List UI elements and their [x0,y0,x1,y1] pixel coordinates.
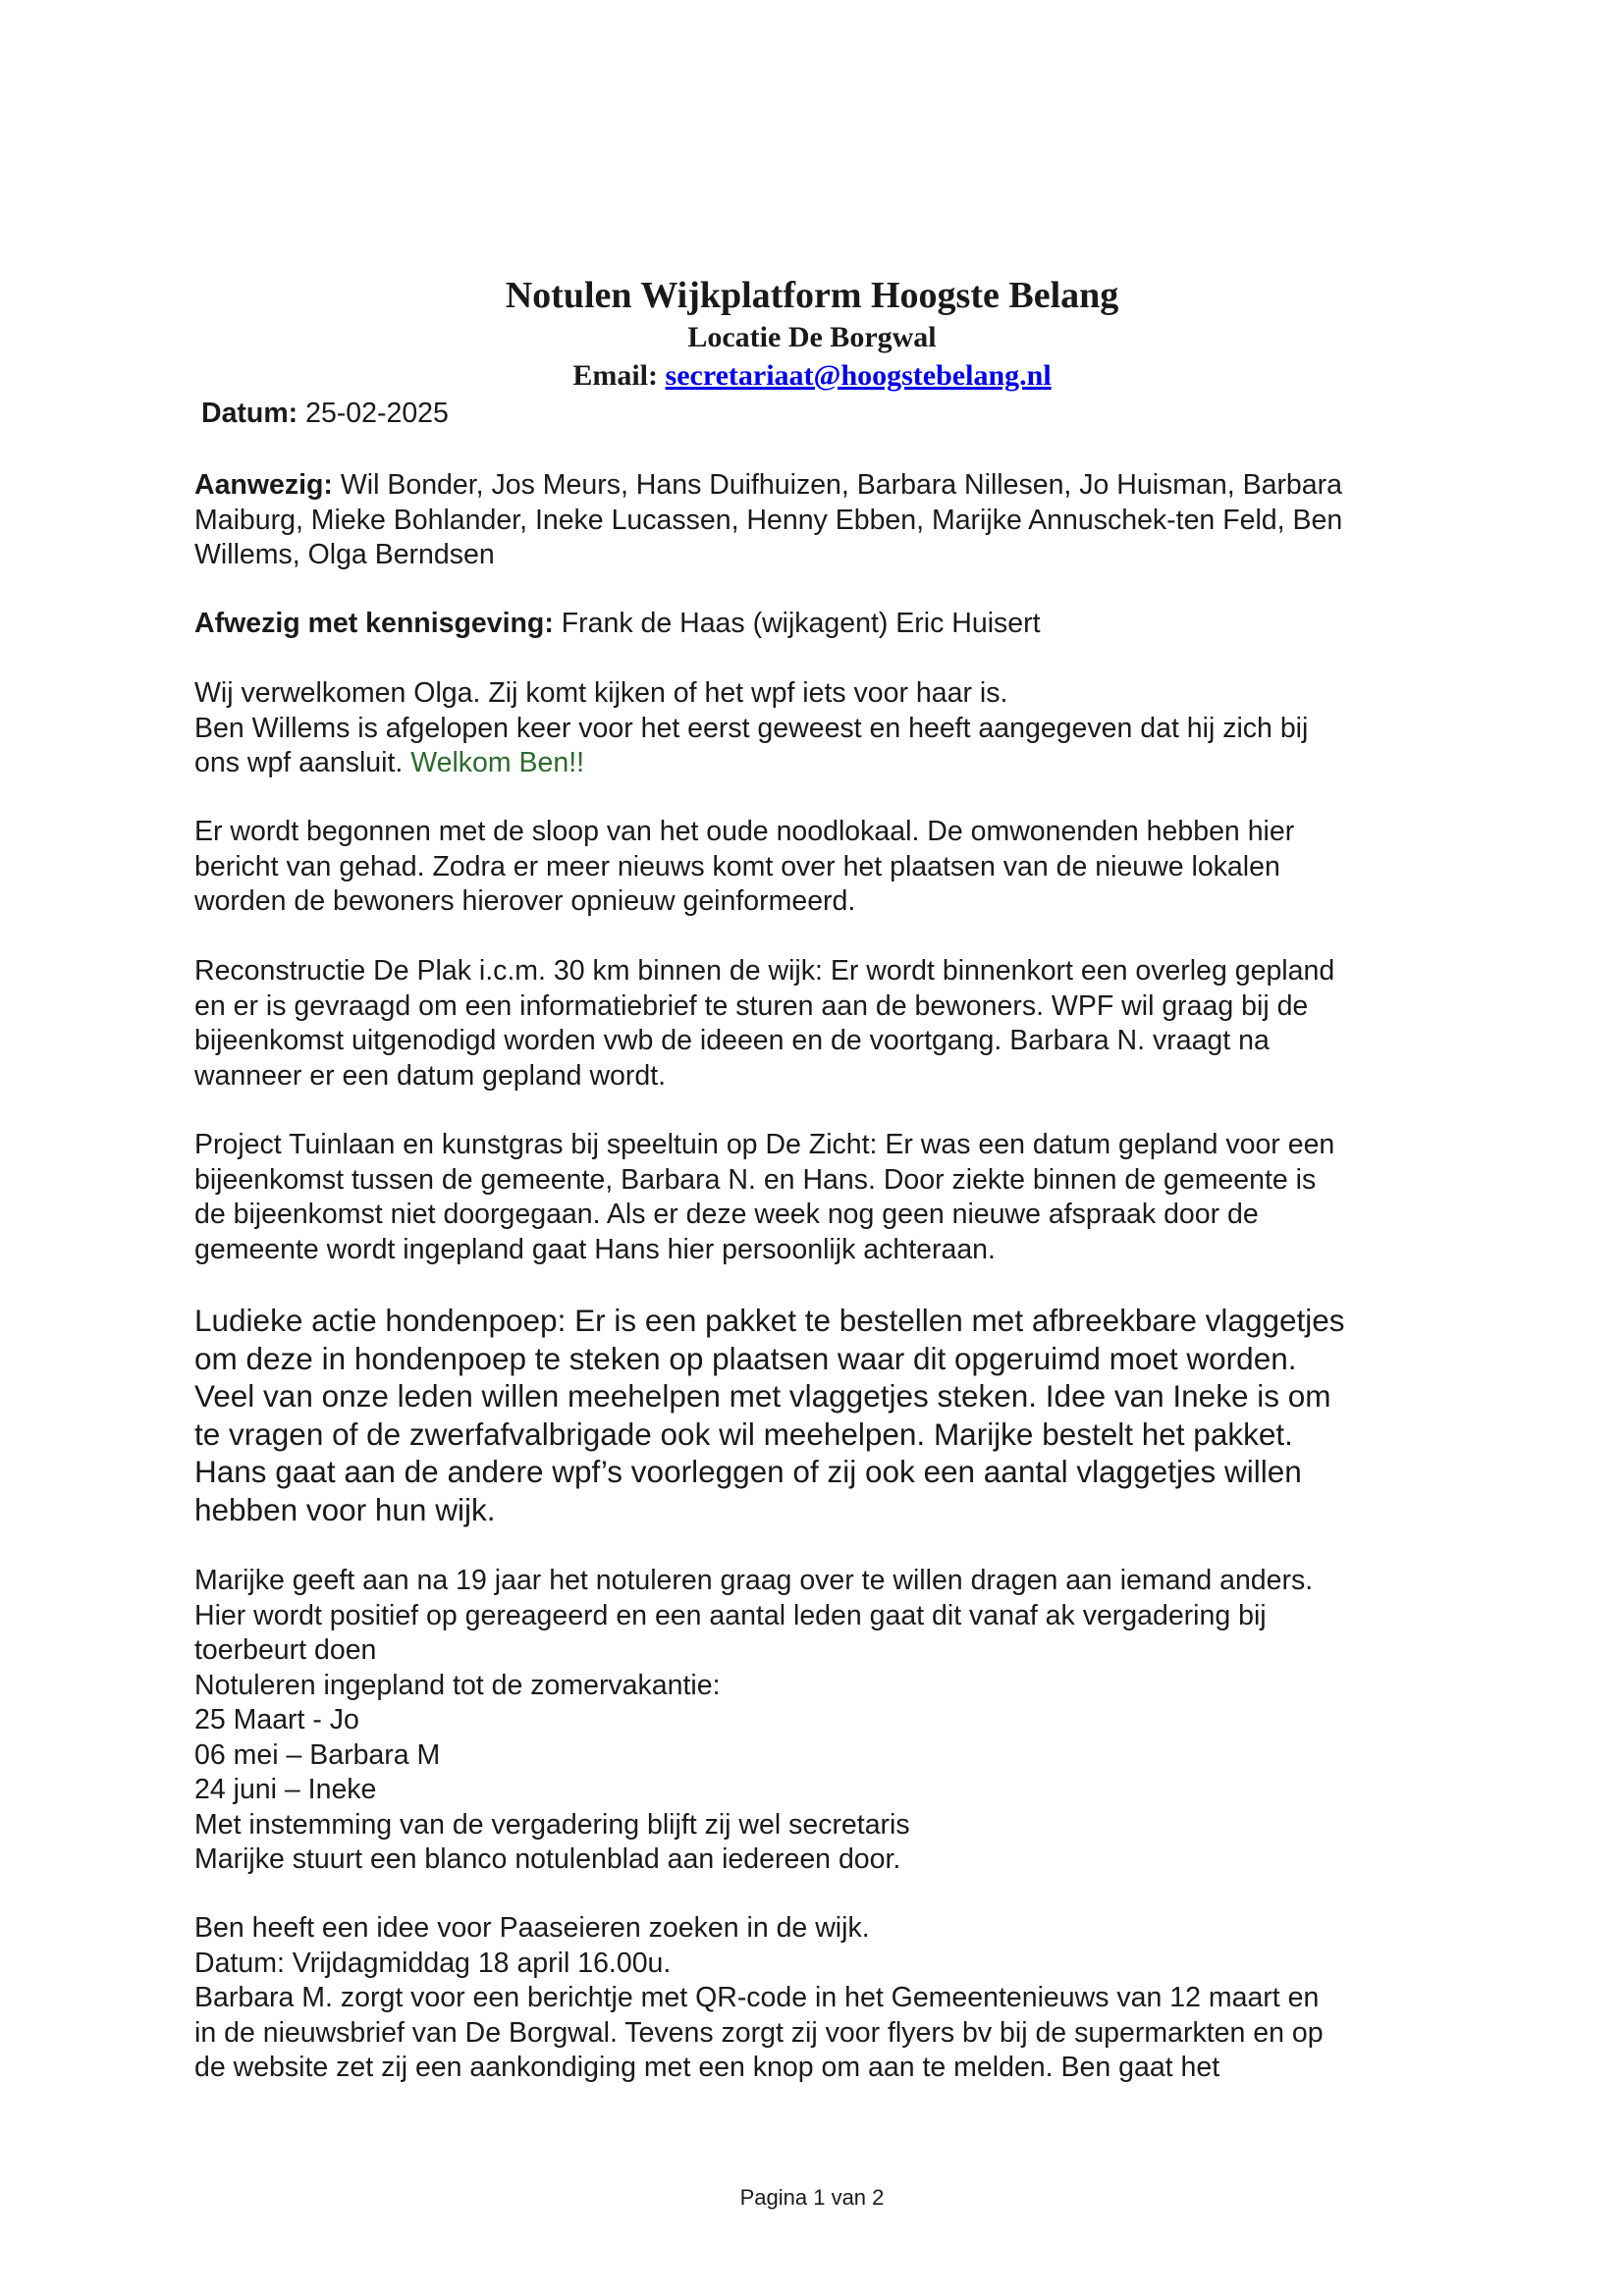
noodlokaal-line: Er wordt begonnen met de sloop van het oude noodlokaal. De omwonenden hebben hier [194,816,1295,847]
tuinlaan-line: Project Tuinlaan en kunstgras bij speeltuin op De Zicht: Er was een datum gepland voor een [194,1129,1335,1160]
pasen-line: Ben heeft een idee voor Paaseieren zoeken in de wijk. [194,1912,870,1944]
plak-line: bijeenkomst uitgenodigd worden vwb de ideeen en de voortgang. Barbara N. vraagt na [194,1025,1270,1056]
welcome-highlight: Welkom Ben!! [410,747,585,778]
tuinlaan-line: de bijeenkomst niet doorgegaan. Als er deze week nog geen nieuwe afspraak door de [194,1199,1259,1230]
welcome-section [194,676,1471,781]
email-line [0,358,1624,394]
document-title: Notulen Wijkplatform Hoogste Belang [505,275,1119,316]
page-number: Pagina 1 van 2 [739,2185,885,2210]
present-line: Willems, Olga Berndsen [194,539,495,570]
welcome-line: ons wpf aansluit. Welkom Ben!! [194,747,585,778]
pasen-line: in de nieuwsbrief van De Borgwal. Tevens zorgt zij voor flyers bv bij de supermarkten en op [194,2016,1324,2049]
tuinlaan-line: bijeenkomst tussen de gemeente, Barbara N. en Hans. Door ziekte binnen de gemeente is [194,1163,1317,1196]
notuleren-line: 06 mei – Barbara M [194,1738,441,1771]
present-line: Aanwezig: Wil Bonder, Jos Meurs, Hans Duifhuizen, Barbara Nillesen, Jo Huisman, Barbara [194,469,1342,501]
noodlokaal-section [194,815,1471,920]
email-label: Email: [572,359,659,392]
date-line [201,397,1478,432]
welcome-line: Ben Willems is afgelopen keer voor het eerst geweest en heeft aangegeven dat hij zich bij [194,712,1309,744]
plak-line: wanneer er een datum gepland wordt. [194,1059,667,1092]
notuleren-line: Met instemming van de vergadering blijft zij wel secretaris [194,1808,910,1841]
welcome-line: Wij verwelkomen Olga. Zij komt kijken of het wpf iets voor haar is. [194,677,1008,709]
notuleren-line: 24 juni – Ineke [194,1774,377,1805]
present-label: Aanwezig: [194,469,333,501]
pasen-line: Barbara M. zorgt voor een berichtje met QR-code in het Gemeentenieuws van 12 maart en [194,1982,1320,2013]
notuleren-line: toerbeurt doen [194,1634,377,1666]
tuinlaan-section [194,1128,1471,1267]
hondenpoep-line: Veel van onze leden willen meehelpen met vlaggetjes steken. Idee van Ineke is om [194,1378,1331,1414]
hondenpoep-line: Ludieke actie hondenpoep: Er is een pakket te bestellen met afbreekbare vlaggetjes [194,1303,1345,1338]
hondenpoep-line: te vragen of de zwerfafvalbrigade ook wil meehelpen. Marijke bestelt het pakket. [194,1415,1293,1452]
pasen-line: de website zet zij een aankondiging met een knop om aan te melden. Ben gaat het [194,2052,1220,2083]
notuleren-line: Marijke geeft aan na 19 jaar het notuleren graag over te willen dragen aan iemand anders. [194,1565,1314,1596]
notuleren-line: Marijke stuurt een blanco notulenblad aan iedereen door. [194,1843,901,1875]
hondenpoep-line: om deze in hondenpoep te steken op plaatsen waar dit opgeruimd moet worden. [194,1340,1297,1376]
email-link[interactable]: secretariaat@hoogstebelang.nl [665,359,1052,392]
pasen-line: Datum: Vrijdagmiddag 18 april 16.00u. [194,1947,672,1979]
plak-line: en er is gevraagd om een informatiebrief te sturen aan de bewoners. WPF wil graag bij de [194,989,1309,1022]
absent-label: Afwezig met kennisgeving: [194,608,554,639]
absent-line: Afwezig met kennisgeving: Frank de Haas (wijkagent) Eric Huisert [194,608,1041,639]
hondenpoep-line: Hans gaat aan de andere wpf’s voorleggen of zij ook een aantal vlaggetjes willen [194,1454,1302,1489]
notuleren-line: 25 Maart - Jo [194,1704,359,1735]
date-value: 25-02-2025 [305,398,449,429]
noodlokaal-line: bericht van gehad. Zodra er meer nieuws komt over het plaatsen van de nieuwe lokalen [194,850,1280,882]
notuleren-line: Notuleren ingepland tot de zomervakantie: [194,1669,721,1701]
present-line: Maiburg, Mieke Bohlander, Ineke Lucassen, Henny Ebben, Marijke Annuschek-ten Feld, Ben [194,504,1343,536]
notuleren-section [194,1564,1471,1878]
hondenpoep-line: hebben voor hun wijk. [194,1491,496,1527]
present-section [194,468,1471,573]
location-line: Locatie De Borgwal [687,321,937,353]
hondenpoep-section [194,1302,1471,1528]
tuinlaan-line: gemeente wordt ingepland gaat Hans hier persoonlijk achteraan. [194,1233,996,1265]
absent-section [194,607,1471,642]
pasen-section [194,1911,1471,2086]
plak-section [194,954,1471,1094]
date-label: Datum: [201,398,298,429]
noodlokaal-line: worden de bewoners hierover opnieuw geinformeerd. [194,885,856,917]
plak-line: Reconstructie De Plak i.c.m. 30 km binnen de wijk: Er wordt binnenkort een overleg gepland [194,955,1335,987]
notuleren-line: Hier wordt positief op gereageerd en een aantal leden gaat dit vanaf ak vergadering bij [194,1599,1267,1631]
